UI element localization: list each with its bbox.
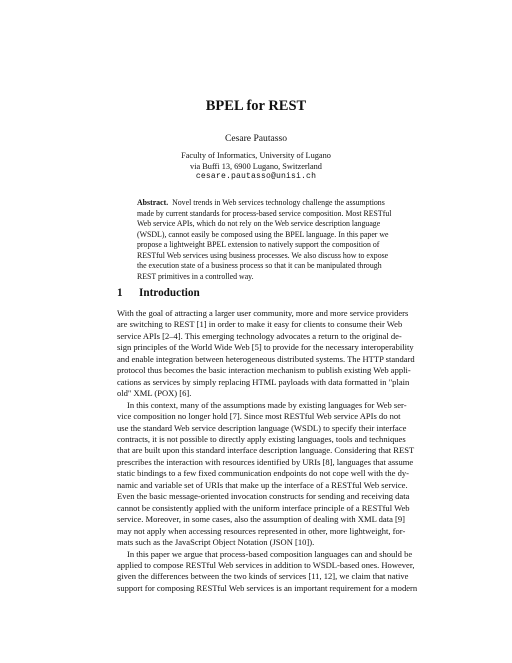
abstract-text: Novel trends in Web services technology challenge the assumptions [172,198,385,207]
section-heading [117,287,200,300]
affiliation-line: Faculty of Informatics, University of Lugano [181,151,331,160]
body-line: mats such as the JavaScript Object Notation (JSON [10]). [117,537,315,548]
body-line: service. Moreover, in some cases, also the assumption of dealing with XML data [9] [117,514,405,525]
body-line: may not apply when accessing resources represented in other, more lightweight, for- [117,525,406,536]
body-text [117,308,418,594]
body-line: that are built upon this standard interface description language. Considering that REST [117,445,415,456]
abstract-line: (WSDL), cannot easily be composed using the BPEL language. In this paper we [137,229,389,239]
abstract-label: Abstract. [137,198,169,207]
author-name: Cesare Pautasso [224,133,288,144]
author-email: cesare.pautasso@unisi.ch [195,172,317,182]
body-line: In this paper we argue that process-based composition languages can and should be [127,548,413,559]
body-line: cannot be consistently applied with the uniform interface principle of a RESTful Web [117,502,410,513]
body-line: use the standard Web service description language (WSDL) to specify their interface [117,422,407,433]
abstract-line: propose a lightweight BPEL extension to natively support the composition of [137,240,380,249]
body-line: given the differences between the two kinds of services [11, 12], we claim that native [117,571,409,582]
body-line: protocol thus becomes the basic interaction mechanism to publish existing Web appli- [117,365,411,376]
abstract-line: RESTful Web services using business processes. We also discuss how to expose [137,250,389,260]
body-line: With the goal of attracting a larger user community, more and more service providers [117,308,409,318]
body-line: In this context, many of the assumptions made by existing languages for Web ser- [127,399,407,410]
body-line: static bindings to a few fixed communication endpoints do not cope well with the dy- [117,468,409,479]
body-line: service APIs [2–4]. This emerging technology advocates a return to the original de- [117,330,402,341]
abstract-line: the execution state of a business process so that it can be manipulated through [137,261,382,270]
body-line: applied to compose RESTful Web services in addition to WSDL-based ones. However, [117,559,415,570]
body-line: contracts, it is not possible to directly apply existing languages, tools and techniques [117,433,406,444]
body-line: prescribes the interaction with resources identified by URIs [8], languages that assume [117,456,414,467]
body-line: old" XML (POX) [6]. [117,388,192,399]
abstract-line: made by current standards for process-based service composition. Most RESTful [137,208,392,218]
body-line: namic and variable set of URIs that make up the interface of a RESTful Web service. [117,479,408,490]
abstract-line: REST primitives in a controlled way. [137,271,254,281]
abstract-line: Web service APIs, which do not rely on the Web service description language [137,219,381,228]
body-line: support for composing RESTful Web services is an important requirement for a modern [117,582,418,593]
body-line: are switching to REST [1] in order to make it easy for clients to consume their Web [117,319,403,330]
affiliation-block [0,151,512,183]
section-title: Introduction [139,287,200,299]
abstract [137,198,392,282]
body-line: vice composition no longer hold [7]. Since most RESTful Web service APIs do not [117,411,401,422]
abstract-line [137,198,385,209]
paper-title: BPEL for REST [205,98,307,114]
body-line: cations as services by simply replacing HTML payloads with data formatted in "plain [117,376,410,387]
address-line: via Buffi 13, 6900 Lugano, Switzerland [190,161,322,171]
body-line: Even the basic message-oriented invocation constructs for sending and receiving data [117,491,410,502]
body-line: and enable integration between heterogeneous distributed systems. The HTTP standard [117,353,415,364]
section-number: 1 [117,287,123,299]
body-line: sign principles of the World Wide Web [5] to provide for the necessary interoperability [117,342,414,353]
